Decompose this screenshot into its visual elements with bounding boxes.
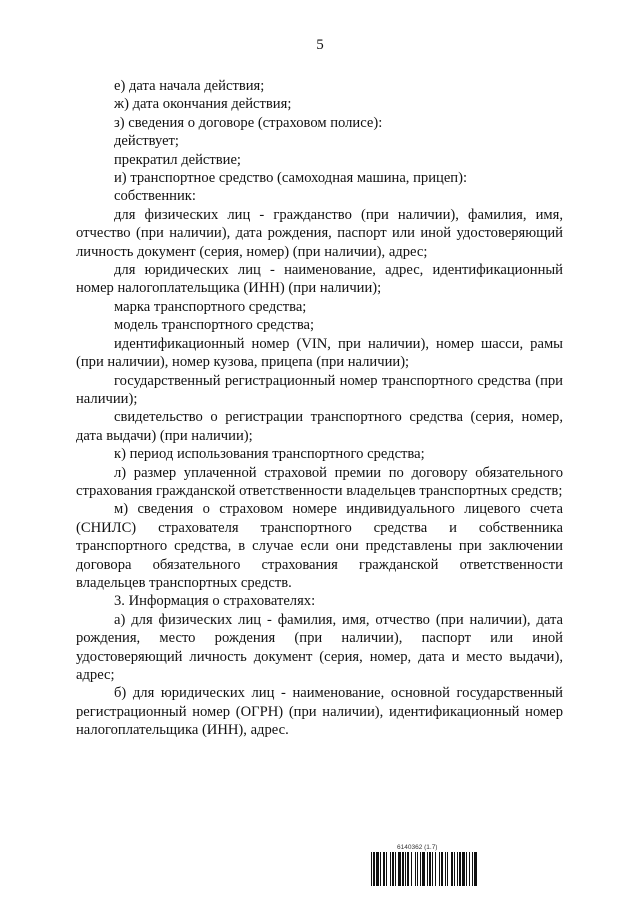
paragraph-status-terminated: прекратил действие; xyxy=(114,151,241,168)
barcode xyxy=(371,852,571,886)
paragraph-registration-number: государственный регистрационный номер транспортного средства (при наличии); xyxy=(76,372,563,407)
section-3-heading: 3. Информация о страхователях: xyxy=(114,593,316,610)
paragraph-status-active: действует; xyxy=(114,133,179,150)
paragraph-vehicle-model: модель транспортного средства; xyxy=(114,317,315,334)
paragraph-registration-certificate: свидетельство о регистрации транспортного средства (серия, номер, дата выдачи) (при наличии); xyxy=(76,409,563,444)
paragraph-zh: ж) дата окончания действия; xyxy=(114,96,292,113)
paragraph-3b: б) для юридических лиц - наименование, основной государственный регистрационный номер (ОГРН) (при наличии), идентификационный номер налогоплательщика (ИНН), адрес. xyxy=(76,685,563,739)
paragraph-vehicle-make: марка транспортного средства; xyxy=(114,298,307,315)
document-code: 6140362 (1.7) xyxy=(397,844,438,851)
paragraph-owner-legal: для юридических лиц - наименование, адрес, идентификационный номер налогоплательщика (ИНН) (при наличии); xyxy=(76,262,563,297)
document-body xyxy=(76,77,563,740)
paragraph-l: л) размер уплаченной страховой премии по договору обязательного страхования гражданской ответственности владельцев транспортных средств; xyxy=(76,464,563,499)
paragraph-k: к) период использования транспортного средства; xyxy=(114,446,425,463)
paragraph-vin: идентификационный номер (VIN, при наличии), номер шасси, рамы (при наличии), номер кузова, прицепа (при наличии); xyxy=(76,335,563,371)
paragraph-owner: собственник: xyxy=(114,188,196,205)
page-number: 5 xyxy=(316,37,324,53)
paragraph-e: е) дата начала действия; xyxy=(114,78,265,94)
paragraph-3a: а) для физических лиц - фамилия, имя, отчество (при наличии), дата рождения, место рождения (при наличии), паспорт или иной удостоверяющий личность документ (серия, номер, дата и место выдачи), адрес; xyxy=(76,611,563,683)
paragraph-owner-individuals: для физических лиц - гражданство (при наличии), фамилия, имя, отчество (при наличии), дата рождения, паспорт или иной удостоверяющий личность документ (серия, номер) (при наличии), адрес; xyxy=(76,206,563,260)
paragraph-m: м) сведения о страховом номере индивидуального лицевого счета (СНИЛС) страхователя транспортного средства и собственника транспортного средства, в случае если они представлены при заключении договора обязательного страхования гражданской ответственности владельцев транспортных средств. xyxy=(76,501,563,591)
paragraph-i: и) транспортное средство (самоходная машина, прицеп): xyxy=(114,170,468,187)
paragraph-z: з) сведения о договоре (страховом полисе): xyxy=(114,114,383,131)
